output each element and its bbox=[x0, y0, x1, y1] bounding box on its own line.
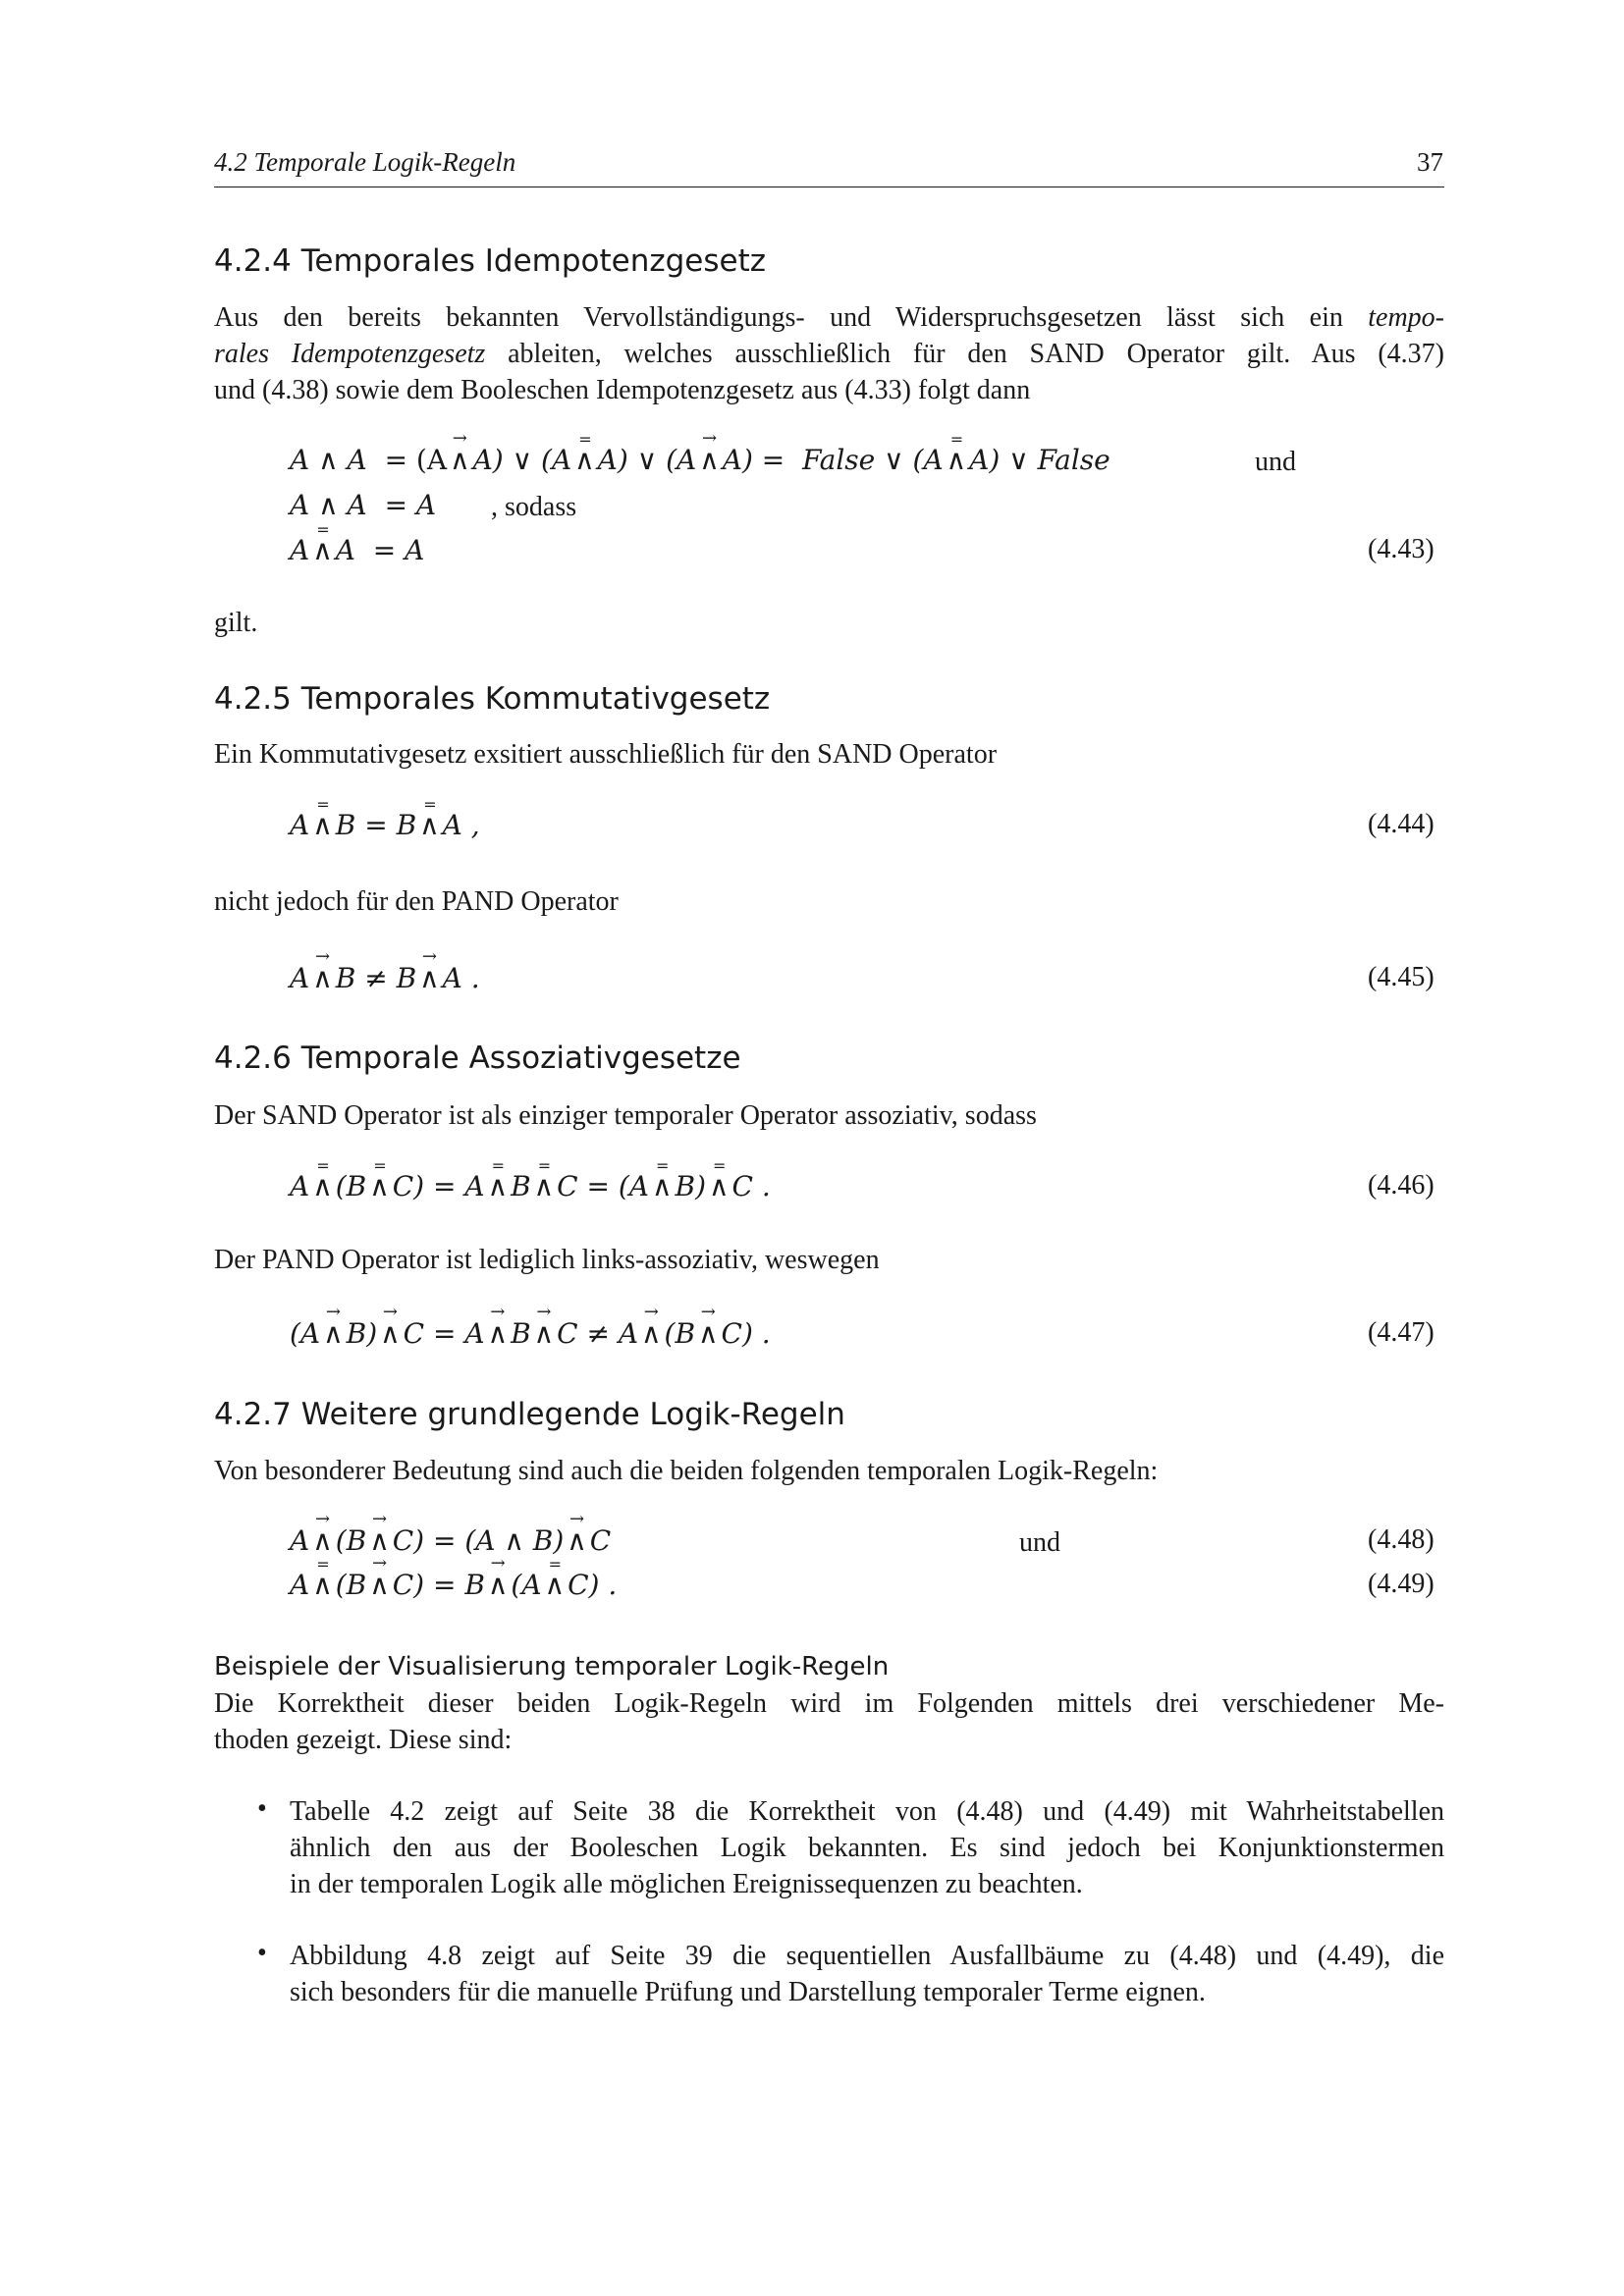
section-title-4-2-4: 4.2.4 Temporales Idempotenzgesetz bbox=[214, 243, 767, 279]
pand-operator-icon: → ∧ bbox=[485, 1569, 512, 1601]
section-title-4-2-6: 4.2.6 Temporale Assoziativgesetze bbox=[214, 1041, 741, 1076]
list-item-line: in der temporalen Logik alle möglichen Ereignissequenzen zu beachten. bbox=[290, 1869, 1083, 1899]
paragraph-line: Der PAND Operator ist lediglich links-assoziativ, weswegen bbox=[214, 1245, 880, 1275]
pand-operator-icon: → ∧ bbox=[309, 962, 336, 994]
list-item-line: Abbildung 4.8 zeigt auf Seite 39 die sequentiellen Ausfallbäume zu (4.48) und (4.49), die bbox=[290, 1941, 1444, 1971]
equation-number: (4.46) bbox=[1368, 1170, 1435, 1201]
pand-operator-icon: → ∧ bbox=[416, 962, 443, 994]
pand-operator-icon: → ∧ bbox=[485, 1317, 512, 1350]
equation-number: (4.43) bbox=[1368, 534, 1435, 564]
paragraph-line: Von besonderer Bedeutung sind auch die beiden folgenden temporalen Logik-Regeln: bbox=[214, 1456, 1159, 1486]
paragraph-line: Die Korrektheit dieser beiden Logik-Regeln wird im Folgenden mittels drei verschiedener Me- bbox=[214, 1688, 1444, 1719]
pand-operator-icon: → ∧ bbox=[447, 444, 473, 476]
sand-operator-icon: = ∧ bbox=[542, 1569, 568, 1601]
list-item-line: Tabelle 4.2 zeigt auf Seite 38 die Korrektheit von (4.48) und (4.49) mit Wahrheitstabellen bbox=[290, 1796, 1444, 1827]
paragraph-line: Aus den bereits bekannten Vervollständigungs- und Widerspruchsgesetzen lässt sich ein tempo- bbox=[214, 302, 1445, 333]
equation-4-43-line1: A ∧ A = (A→ ∧ A) ∨ (A= ∧ A) ∨ (A→ ∧ A) = False ∨ (A= ∧ A) ∨ False bbox=[290, 444, 1110, 476]
equation-number: (4.48) bbox=[1368, 1524, 1435, 1555]
equation-4-43-line3: A= ∧ A = A bbox=[290, 534, 424, 566]
section-title-4-2-5: 4.2.5 Temporales Kommutativgesetz bbox=[214, 681, 771, 717]
pand-operator-icon: → ∧ bbox=[309, 1524, 336, 1557]
pand-operator-icon: → ∧ bbox=[564, 1524, 590, 1557]
pand-operator-icon: → ∧ bbox=[377, 1317, 404, 1350]
sand-operator-icon: = ∧ bbox=[571, 444, 598, 476]
equation-number: (4.49) bbox=[1368, 1569, 1435, 1599]
sand-operator-icon: = ∧ bbox=[309, 534, 336, 566]
section-title-4-2-7: 4.2.7 Weitere grundlegende Logik-Regeln bbox=[214, 1397, 845, 1432]
paragraph-line: rales Idempotenzgesetz ableiten, welches ausschließlich für den SAND Operator gilt. Aus (4.37) bbox=[214, 339, 1444, 369]
pand-operator-icon: → ∧ bbox=[696, 444, 723, 476]
bullet-icon: • bbox=[257, 1793, 267, 1824]
sand-operator-icon: = ∧ bbox=[531, 1170, 558, 1202]
paragraph-line: Ein Kommutativgesetz exsitiert ausschließlich für den SAND Operator bbox=[214, 739, 998, 770]
equation-number: (4.44) bbox=[1368, 809, 1435, 839]
pand-operator-icon: → ∧ bbox=[366, 1569, 393, 1601]
sand-operator-icon: = ∧ bbox=[309, 809, 336, 841]
und-label: und bbox=[1255, 447, 1296, 477]
subsection-title-examples: Beispiele der Visualisierung temporaler Logik-Regeln bbox=[214, 1652, 890, 1682]
sodass-label: , sodass bbox=[491, 492, 577, 522]
equation-4-49: A= ∧ (B→ ∧ C) = B→ ∧ (A= ∧ C) . bbox=[290, 1569, 617, 1601]
und-label: und bbox=[1019, 1527, 1060, 1558]
list-item-line: ähnlich den aus der Booleschen Logik bekannten. Es sind jedoch bei Konjunktionstermen bbox=[290, 1833, 1444, 1863]
equation-4-46: A= ∧ (B= ∧ C) = A= ∧ B= ∧ C = (A= ∧ B)= ∧ C . bbox=[290, 1170, 771, 1202]
sand-operator-icon: = ∧ bbox=[649, 1170, 676, 1202]
paragraph-line: nicht jedoch für den PAND Operator bbox=[214, 886, 619, 917]
equation-4-43-line2: A ∧ A = A bbox=[290, 489, 437, 521]
pand-operator-icon: → ∧ bbox=[531, 1317, 558, 1350]
pand-operator-icon: → ∧ bbox=[320, 1317, 347, 1350]
paragraph-line: gilt. bbox=[214, 608, 258, 638]
paragraph-line: thoden gezeigt. Diese sind: bbox=[214, 1725, 513, 1755]
equation-4-48: A→ ∧ (B→ ∧ C) = (A ∧ B)→ ∧ C bbox=[290, 1524, 611, 1557]
equation-4-44: A= ∧ B = B= ∧ A , bbox=[290, 809, 480, 841]
paragraph-line: Der SAND Operator ist als einziger temporaler Operator assoziativ, sodass bbox=[214, 1100, 1037, 1131]
equation-number: (4.47) bbox=[1368, 1317, 1435, 1348]
equation-4-47: (A→ ∧ B)→ ∧ C = A→ ∧ B→ ∧ C ≠ A→ ∧ (B→ ∧ C) . bbox=[290, 1317, 771, 1350]
sand-operator-icon: = ∧ bbox=[309, 1170, 336, 1202]
sand-operator-icon: = ∧ bbox=[706, 1170, 732, 1202]
equation-4-45: A→ ∧ B ≠ B→ ∧ A . bbox=[290, 962, 480, 994]
sand-operator-icon: = ∧ bbox=[366, 1170, 393, 1202]
running-header-section: 4.2 Temporale Logik-Regeln bbox=[214, 147, 516, 177]
page-number: 37 bbox=[1417, 147, 1443, 177]
list-item-line: sich besonders für die manuelle Prüfung und Darstellung temporaler Terme eignen. bbox=[290, 1977, 1206, 2007]
sand-operator-icon: = ∧ bbox=[416, 809, 443, 841]
bullet-icon: • bbox=[257, 1938, 267, 1968]
sand-operator-icon: = ∧ bbox=[485, 1170, 512, 1202]
paragraph-line: und (4.38) sowie dem Booleschen Idempotenzgesetz aus (4.33) folgt dann bbox=[214, 375, 1031, 405]
pand-operator-icon: → ∧ bbox=[366, 1524, 393, 1557]
equation-number: (4.45) bbox=[1368, 962, 1435, 992]
sand-operator-icon: = ∧ bbox=[944, 444, 970, 476]
pand-operator-icon: → ∧ bbox=[638, 1317, 665, 1350]
sand-operator-icon: = ∧ bbox=[309, 1569, 336, 1601]
pand-operator-icon: → ∧ bbox=[695, 1317, 722, 1350]
